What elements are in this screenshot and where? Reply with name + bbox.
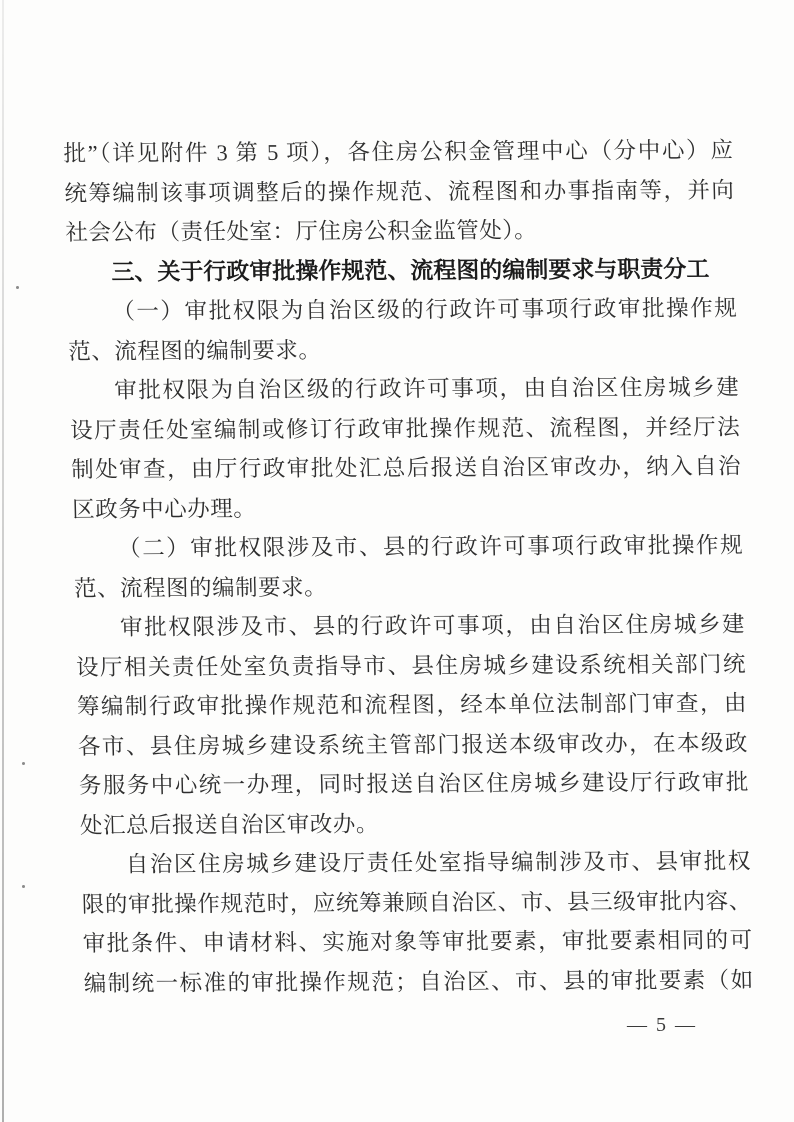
text-line: 区政务中心办理。 [71,495,257,522]
item-1-body [69,367,743,529]
text-line: 审批条件、申请材料、实施对象等审批要素，审批要素相同的可 [82,927,754,956]
document-body [63,130,754,1002]
item-1-title [67,288,739,371]
text-line: 设厅责任处室编制或修订行政审批操作规范、流程图，并经厅法 [69,413,741,443]
item-2-title [73,525,745,608]
scan-edge-artifact [2,0,4,1122]
text-line: 批”（详见附件 3 第 5 项），各住房公积金管理中心（分中心）应 [63,137,734,166]
text-line: 审批权限涉及市、县的行政许可事项，由自治区住房城乡建 [119,611,746,640]
text-line: 筹编制行政审批操作规范和流程图，经本单位法制部门审查，由 [76,690,748,719]
text-line: 制处审查，由厅行政审批处汇总后报送自治区审改办，纳入自治 [70,453,742,482]
text-line: （一）审批权限为自治区级的行政许可事项行政审批操作规 [112,295,738,324]
text-line: （二）审批权限涉及市、县的行政许可事项行政审批操作规 [117,532,744,561]
scan-speck [16,286,19,289]
text-line: 处汇总后报送自治区审改办。 [79,810,380,838]
page-number: — 5 — [627,1014,697,1036]
text-line: 务服务中心统一办理，同时报送自治区住房城乡建设厅行政审批 [78,769,750,798]
text-line: 限的审批操作规范时，应统筹兼顾自治区、市、县三级审批内容、 [81,887,753,917]
scan-speck [22,762,25,765]
text-line: 各市、县住房城乡建设系统主管部门报送本级审改办，在本级政 [77,729,749,759]
scan-speck [22,885,25,888]
section-heading [66,249,737,292]
text-line: 自治区住房城乡建设厅责任处室指导编制涉及市、县审批权 [125,848,752,877]
item-2-guidance [80,841,754,1003]
text-line: 设厅相关责任处室负责指导市、县住房城乡建设系统相关部门统 [75,650,747,680]
text-line: 统筹编制该事项调整后的操作规范、流程图和办事指南等，并向 [64,176,735,206]
text-line: 编制统一标准的审批操作规范；自治区、市、县的审批要素（如 [83,966,754,996]
text-line: 范、流程图的编制要求。 [73,574,328,601]
continuation-paragraph [63,130,736,252]
text-line: 社会公布（责任处室：厅住房公积金监管处）。 [65,217,538,245]
text-line: 审批权限为自治区级的行政许可事项，由自治区住房城乡建 [113,374,740,403]
item-2-body [75,604,751,845]
text-line: 三、关于行政审批操作规范、流程图的编制要求与职责分工 [111,255,710,285]
text-line: 范、流程图的编制要求。 [67,337,322,364]
